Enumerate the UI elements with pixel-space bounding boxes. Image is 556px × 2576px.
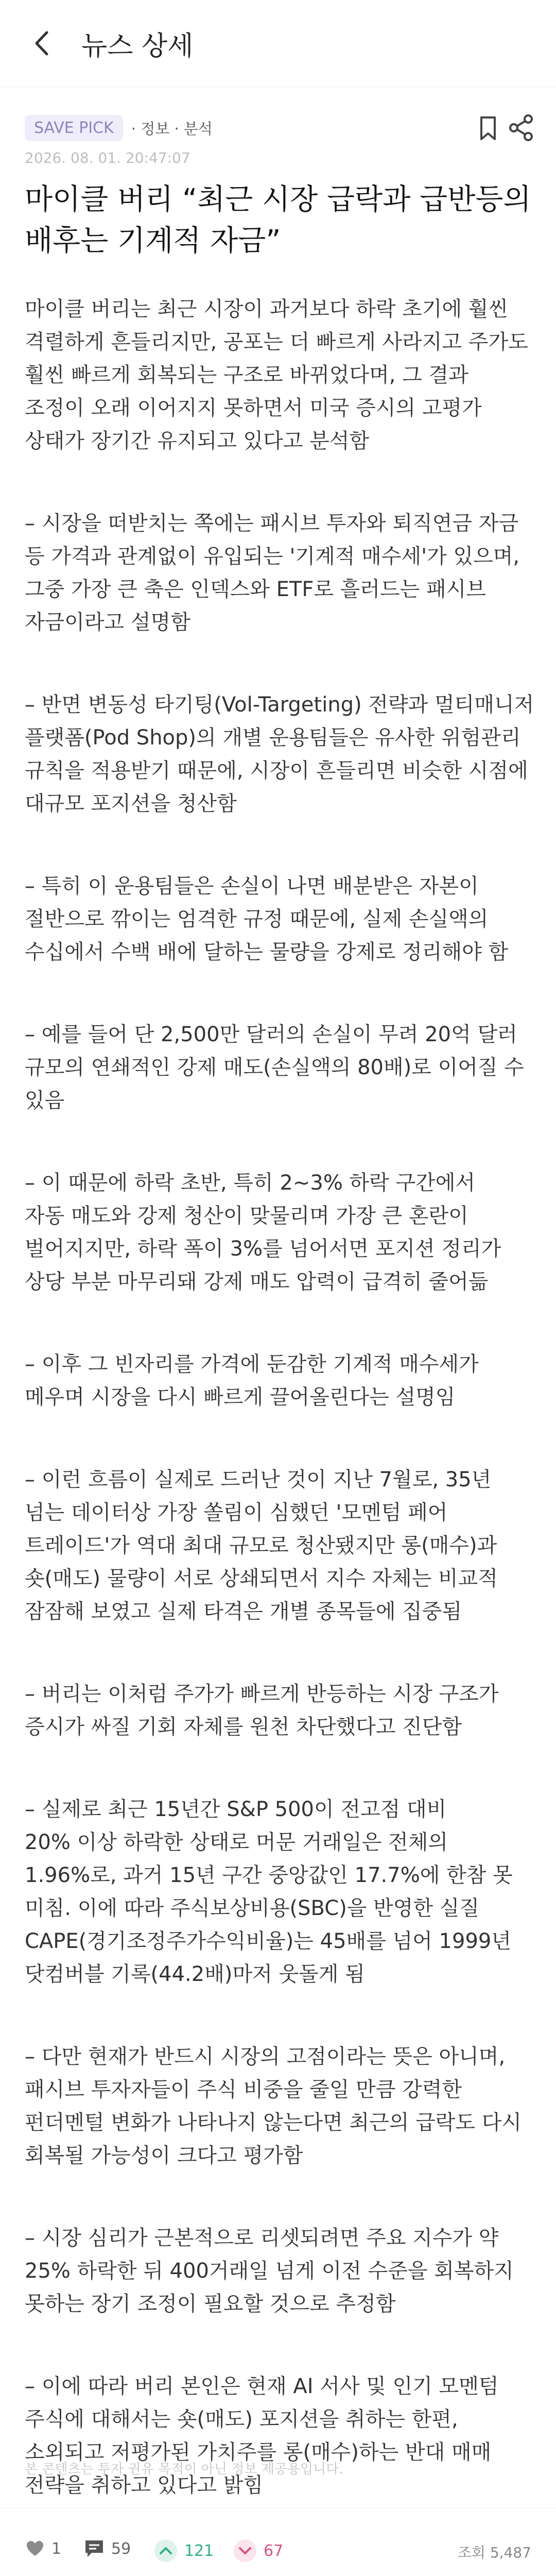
article-paragraph: – 버리는 이처럼 주가가 빠르게 반등하는 시장 구조가 증시가 싸질 기회 자체를 원천 차단했다고 진단함 <box>25 1682 499 1739</box>
bookmark-icon <box>473 112 503 143</box>
share-icon <box>506 112 536 143</box>
article-paragraph: – 시장을 떠받치는 쪽에는 패시브 투자와 퇴직연금 자금 등 가격과 관계없이 유입되는 '기계적 매수세'가 있으며, 그중 가장 큰 축은 인덱스와 ETF로 흘러드는 패시브 자금이라고 설명함 <box>25 512 520 634</box>
publish-date: 2026. 08. 01. 20:47:07 <box>25 149 190 166</box>
top-app-bar <box>0 0 556 87</box>
article-paragraph: – 이 때문에 하락 초반, 특히 2~3% 하락 구간에서 자동 매도와 강제 청산이 맞물리며 가장 큰 혼란이 벌어지지만, 하락 폭이 3%를 넘어서면 포지션 정리가 상당 부분 마무리돼 강제 매도 압력이 급격히 줄어듦 <box>25 1171 501 1294</box>
article-stats <box>0 2508 556 2576</box>
upvote-button[interactable] <box>153 2538 214 2563</box>
article-body <box>25 293 534 2551</box>
like-count: 1 <box>51 2539 62 2558</box>
article-paragraph: – 다만 현재가 반드시 시장의 고점이라는 뜻은 아니며, 패시브 투자자들이 주식 비중을 줄일 만큼 강력한 펀더멘털 변화가 나타나지 않는다면 최근의 급락도 다시 회복될 가능성이 크다고 평가함 <box>25 2045 522 2167</box>
bookmark-button[interactable] <box>473 112 503 143</box>
down-arrow-icon <box>233 2538 257 2563</box>
article-paragraph: – 특히 이 운용팀들은 손실이 나면 배분받은 자본이 절반으로 깎이는 엄격한 규정 때문에, 실제 손실액의 수십에서 수백 배에 달하는 물량을 강제로 정리해야 함 <box>25 874 509 964</box>
view-count: 조회 5,487 <box>457 2544 531 2561</box>
heart-icon <box>25 2538 45 2559</box>
downvote-count: 67 <box>264 2541 284 2560</box>
page-title: 뉴스 상세 <box>81 30 194 62</box>
article-paragraph: – 예를 들어 단 2,500만 달러의 손실이 무려 20억 달러 규모의 연쇄적인 강제 매도(손실액의 80배)로 이어질 수 있음 <box>25 1023 524 1112</box>
article-paragraph: – 시장 심리가 근본적으로 리셋되려면 주요 지수가 약 25% 하락한 뒤 400거래일 넘게 이전 수준을 회복하지 못하는 장기 조정이 필요할 것으로 추정함 <box>25 2226 514 2316</box>
article-paragraph: 마이클 버리는 최근 시장이 과거보다 하락 초기에 훨씬 격렬하게 흔들리지만, 공포는 더 빠르게 사라지고 주가도 훨씬 빠르게 회복되는 구조로 바뀌었다며, 그 결과 조정이 오래 이어지지 못하면서 미국 증시의 고평가 상태가 장기간 유지되고 있다고 분석함 <box>25 297 528 453</box>
upvote-count: 121 <box>184 2541 214 2560</box>
category-badge: SAVE PICK <box>25 115 123 141</box>
disclaimer: 본 콘텐츠는 투자 권유 목적이 아닌 정보 제공용입니다. <box>25 2462 343 2477</box>
comment-icon <box>83 2538 105 2559</box>
share-button[interactable] <box>506 112 536 143</box>
article-paragraph: – 반면 변동성 타기팅(Vol-Targeting) 전략과 멀티매니저 플랫폼(Pod Shop)의 개별 운용팀들은 유사한 위험관리 규칙을 적용받기 때문에, 시장이 흔들리면 비슷한 시점에 대규모 포지션을 청산함 <box>25 693 534 816</box>
chevron-left-icon <box>32 30 50 56</box>
article-paragraph: – 이런 흐름이 실제로 드러난 것이 지난 7월로, 35년 넘는 데이터상 가장 쏠림이 심했던 '모멘텀 페어 트레이드'가 역대 최대 규모로 청산됐지만 롱(매수)과 숏(매도) 물량이 서로 상쇄되면서 지수 자체는 비교적 잠잠해 보였고 실제 타격은 개별 종목들에 집중됨 <box>25 1468 498 1623</box>
back-button[interactable] <box>26 28 57 59</box>
article-title: 마이클 버리 “최근 시장 급락과 급반등의 배후는 기계적 자금” <box>25 183 531 258</box>
comment-count: 59 <box>111 2539 131 2558</box>
article-paragraph: – 이에 따라 버리 본인은 현재 AI 서사 및 인기 모멘텀 주식에 대해서는 숏(매도) 포지션을 취하는 한편, 소외되고 저평가된 가치주를 롱(매수)하는 반대 매매 전략을 취하고 있다고 밝힘 <box>25 2375 499 2497</box>
like-button[interactable] <box>25 2538 61 2559</box>
article-meta <box>25 112 531 143</box>
article-paragraph: – 실제로 최근 15년간 S&P 500이 전고점 대비 20% 이상 하락한 상태로 머문 거래일은 전체의 1.96%로, 과거 15년 구간 중앙값인 17.7%에 한참 못 미침. 이에 따라 주식보상비용(SBC)을 반영한 실질 CAPE(경기조정주가수익비율)는 45배를 넘어 1999년 닷컴버블 기록(44.2배)마저 웃돌게 됨 <box>25 1798 513 1986</box>
up-arrow-icon <box>153 2538 178 2563</box>
category-label: · 정보 · 분석 <box>131 120 213 138</box>
article-paragraph: – 이후 그 빈자리를 가격에 둔감한 기계적 매수세가 메우며 시장을 다시 빠르게 끌어올린다는 설명임 <box>25 1352 479 1409</box>
comments-button[interactable] <box>83 2538 131 2559</box>
downvote-button[interactable] <box>233 2538 283 2563</box>
